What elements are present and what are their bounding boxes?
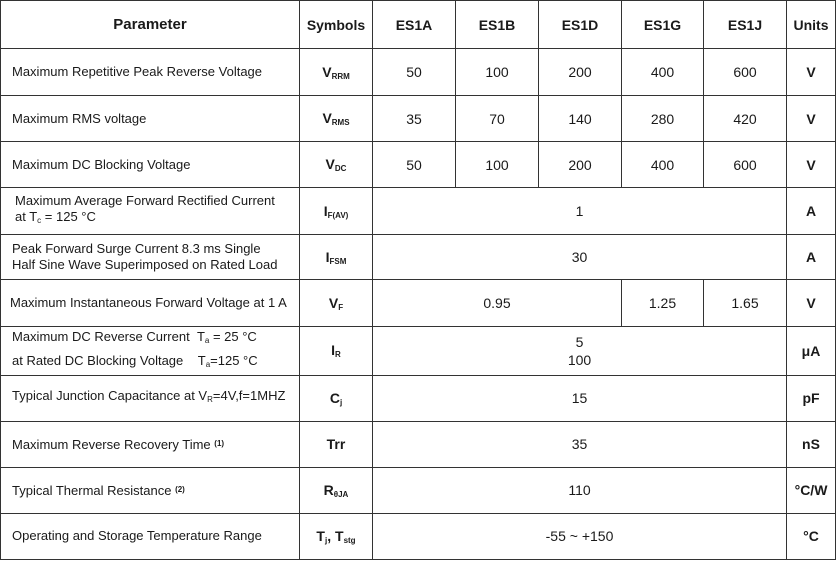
value-cell: 50 bbox=[373, 142, 456, 188]
table-row bbox=[1, 188, 836, 235]
value-cell: 100 bbox=[456, 142, 539, 188]
unit-cell: °C/W bbox=[787, 467, 836, 513]
symbol-cell: $I_{F(AV)}$ bbox=[300, 188, 373, 235]
symbol-cell: $V_F$ bbox=[300, 280, 373, 326]
value-cell: 200 bbox=[539, 49, 622, 96]
value-cell: 1 bbox=[373, 188, 787, 235]
value-cell: 400 bbox=[622, 49, 704, 96]
symbol-cell: $V_{RRM}$ bbox=[300, 49, 373, 96]
table-row bbox=[1, 326, 836, 375]
value-cell: 1.65 bbox=[704, 280, 787, 326]
table-row bbox=[1, 96, 836, 142]
unit-cell: V bbox=[787, 142, 836, 188]
parameter-cell: Maximum Average Forward Rectified Current at Tc = 125 °C bbox=[1, 188, 300, 235]
symbol-cell: Trr bbox=[300, 421, 373, 467]
parameter-cell: Operating and Storage Temperature Range bbox=[1, 513, 300, 559]
parameter-cell: Typical Junction Capacitance at VR=4V,f=1MHZ bbox=[1, 375, 300, 421]
value-cell: 0.95 bbox=[373, 280, 622, 326]
symbol-cell: $R_{\theta JA}$ bbox=[300, 467, 373, 513]
value-cell: -55 ~ +150 bbox=[373, 513, 787, 559]
parameter-cell: Maximum Repetitive Peak Reverse Voltage bbox=[1, 49, 300, 96]
header-part-es1a: ES1A bbox=[373, 1, 456, 49]
header-part-es1j: ES1J bbox=[704, 1, 787, 49]
table-row bbox=[1, 49, 836, 96]
value-cell: 200 bbox=[539, 142, 622, 188]
symbol-cell: $I_R$ bbox=[300, 326, 373, 375]
value-cell: 400 bbox=[622, 142, 704, 188]
symbol-cell: $V_{DC}$ bbox=[300, 142, 373, 188]
value-cell: 30 bbox=[373, 235, 787, 280]
table-row bbox=[1, 280, 836, 326]
header-part-es1g: ES1G bbox=[622, 1, 704, 49]
unit-cell: A bbox=[787, 188, 836, 235]
parameter-cell: Maximum Reverse Recovery Time $^{(1)}$ bbox=[1, 421, 300, 467]
value-cell: 140 bbox=[539, 96, 622, 142]
value-cell: 70 bbox=[456, 96, 539, 142]
value-cell: 100 bbox=[456, 49, 539, 96]
value-cell: 35 bbox=[373, 96, 456, 142]
value-cell: 600 bbox=[704, 49, 787, 96]
symbol-cell: $I_{FSM}$ bbox=[300, 235, 373, 280]
unit-cell: V bbox=[787, 49, 836, 96]
header-row bbox=[1, 1, 836, 49]
symbol-cell: $C_j$ bbox=[300, 375, 373, 421]
parameter-cell: Maximum Instantaneous Forward Voltage at 1 A bbox=[1, 280, 300, 326]
table-row bbox=[1, 513, 836, 559]
parameter-cell: Maximum DC Blocking Voltage bbox=[1, 142, 300, 188]
header-symbols: Symbols bbox=[300, 1, 373, 49]
table-row bbox=[1, 142, 836, 188]
value-cell: 110 bbox=[373, 467, 787, 513]
table-row bbox=[1, 375, 836, 421]
table-row bbox=[1, 467, 836, 513]
unit-cell: pF bbox=[787, 375, 836, 421]
value-cell: 50 bbox=[373, 49, 456, 96]
unit-cell: nS bbox=[787, 421, 836, 467]
symbol-cell: $T_j$, $T_{stg}$ bbox=[300, 513, 373, 559]
unit-cell: μA bbox=[787, 326, 836, 375]
value-cell: 1.25 bbox=[622, 280, 704, 326]
value-cell: 15 bbox=[373, 375, 787, 421]
value-cell: 420 bbox=[704, 96, 787, 142]
parameter-cell: Maximum DC Reverse Current Ta = 25 °C at Rated DC Blocking Voltage Ta=125 °C bbox=[1, 326, 300, 375]
unit-cell: °C bbox=[787, 513, 836, 559]
table-row bbox=[1, 235, 836, 280]
value-cell: 35 bbox=[373, 421, 787, 467]
header-parameter: Parameter bbox=[1, 1, 300, 49]
unit-cell: V bbox=[787, 96, 836, 142]
parameter-cell: Peak Forward Surge Current 8.3 ms Single Half Sine Wave Superimposed on Rated Load bbox=[1, 235, 300, 280]
symbol-cell: $V_{RMS}$ bbox=[300, 96, 373, 142]
table-row bbox=[1, 421, 836, 467]
header-part-es1b: ES1B bbox=[456, 1, 539, 49]
header-part-es1d: ES1D bbox=[539, 1, 622, 49]
header-units: Units bbox=[787, 1, 836, 49]
value-cell: 280 bbox=[622, 96, 704, 142]
unit-cell: A bbox=[787, 235, 836, 280]
parameter-cell: Typical Thermal Resistance $^{(2)}$ bbox=[1, 467, 300, 513]
unit-cell: V bbox=[787, 280, 836, 326]
value-cell: 600 bbox=[704, 142, 787, 188]
value-cell: 5 100 bbox=[373, 326, 787, 375]
parameter-cell: Maximum RMS voltage bbox=[1, 96, 300, 142]
